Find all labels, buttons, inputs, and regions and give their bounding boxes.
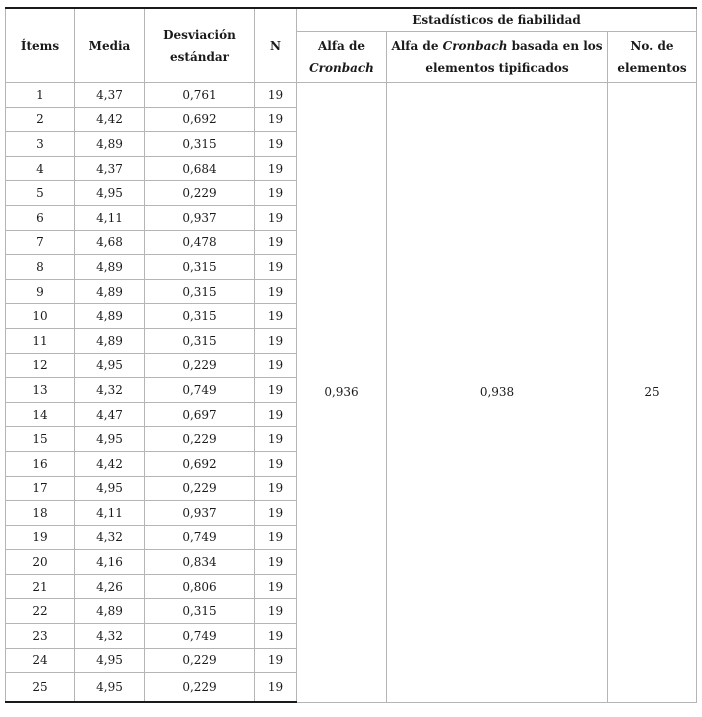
item-cell: 17 xyxy=(6,476,75,501)
desviacion-cell: 0,315 xyxy=(145,328,255,353)
desviacion-cell: 0,315 xyxy=(145,304,255,329)
desviacion-cell: 0,315 xyxy=(145,255,255,280)
n-cell: 19 xyxy=(255,132,297,157)
n-cell: 19 xyxy=(255,255,297,280)
media-cell: 4,26 xyxy=(75,574,145,599)
media-cell: 4,42 xyxy=(75,451,145,476)
item-cell: 8 xyxy=(6,255,75,280)
item-cell: 10 xyxy=(6,304,75,329)
desviacion-cell: 0,315 xyxy=(145,279,255,304)
n-cell: 19 xyxy=(255,673,297,703)
header-alfa xyxy=(297,32,387,83)
n-cell: 19 xyxy=(255,476,297,501)
media-cell: 4,42 xyxy=(75,107,145,132)
header-alfa-tip-part2: Cronbach xyxy=(442,39,508,53)
item-cell: 16 xyxy=(6,451,75,476)
desviacion-cell: 0,229 xyxy=(145,476,255,501)
desviacion-cell: 0,229 xyxy=(145,648,255,673)
header-desviacion: Desviación estándar xyxy=(145,8,255,83)
media-cell: 4,68 xyxy=(75,230,145,255)
media-cell: 4,37 xyxy=(75,156,145,181)
media-cell: 4,95 xyxy=(75,353,145,378)
desviacion-cell: 0,478 xyxy=(145,230,255,255)
desviacion-cell: 0,229 xyxy=(145,673,255,703)
desviacion-cell: 0,229 xyxy=(145,353,255,378)
media-cell: 4,95 xyxy=(75,673,145,703)
media-cell: 4,89 xyxy=(75,132,145,157)
item-cell: 7 xyxy=(6,230,75,255)
header-alfa-line1: Alfa de xyxy=(317,39,365,53)
desviacion-cell: 0,315 xyxy=(145,132,255,157)
media-cell: 4,95 xyxy=(75,476,145,501)
n-cell: 19 xyxy=(255,427,297,452)
reliability-table xyxy=(5,7,697,703)
table-header xyxy=(6,8,697,83)
media-cell: 4,32 xyxy=(75,624,145,649)
n-cell: 19 xyxy=(255,230,297,255)
item-cell: 15 xyxy=(6,427,75,452)
item-cell: 18 xyxy=(6,501,75,526)
n-cell: 19 xyxy=(255,501,297,526)
header-media: Media xyxy=(75,8,145,83)
item-cell: 13 xyxy=(6,378,75,403)
n-cell: 19 xyxy=(255,279,297,304)
n-cell: 19 xyxy=(255,451,297,476)
media-cell: 4,11 xyxy=(75,205,145,230)
n-cell: 19 xyxy=(255,574,297,599)
n-cell: 19 xyxy=(255,353,297,378)
desviacion-cell: 0,749 xyxy=(145,378,255,403)
item-cell: 21 xyxy=(6,574,75,599)
alfa-tipificados-value-cell: 0,938 xyxy=(387,83,608,703)
item-cell: 3 xyxy=(6,132,75,157)
item-cell: 6 xyxy=(6,205,75,230)
item-cell: 20 xyxy=(6,550,75,575)
media-cell: 4,95 xyxy=(75,427,145,452)
n-cell: 19 xyxy=(255,378,297,403)
header-items: Ítems xyxy=(6,8,75,83)
item-cell: 19 xyxy=(6,525,75,550)
header-n: N xyxy=(255,8,297,83)
media-cell: 4,11 xyxy=(75,501,145,526)
table-row xyxy=(6,83,697,108)
n-cell: 19 xyxy=(255,599,297,624)
n-cell: 19 xyxy=(255,624,297,649)
desviacion-cell: 0,692 xyxy=(145,107,255,132)
media-cell: 4,95 xyxy=(75,181,145,206)
table-body xyxy=(6,83,697,703)
media-cell: 4,89 xyxy=(75,255,145,280)
item-cell: 1 xyxy=(6,83,75,108)
header-alfa-tipificados xyxy=(387,32,608,83)
item-cell: 2 xyxy=(6,107,75,132)
desviacion-cell: 0,834 xyxy=(145,550,255,575)
n-cell: 19 xyxy=(255,181,297,206)
header-alfa-line2: Cronbach xyxy=(309,61,374,75)
n-cell: 19 xyxy=(255,205,297,230)
item-cell: 14 xyxy=(6,402,75,427)
desviacion-cell: 0,684 xyxy=(145,156,255,181)
header-alfa-tip-part3: basada en los elementos tipificados xyxy=(425,39,603,75)
n-cell: 19 xyxy=(255,83,297,108)
item-cell: 22 xyxy=(6,599,75,624)
n-cell: 19 xyxy=(255,107,297,132)
n-cell: 19 xyxy=(255,156,297,181)
media-cell: 4,32 xyxy=(75,378,145,403)
item-cell: 25 xyxy=(6,673,75,703)
header-n-elementos: No. de elementos xyxy=(608,32,697,83)
n-cell: 19 xyxy=(255,525,297,550)
n-cell: 19 xyxy=(255,402,297,427)
desviacion-cell: 0,229 xyxy=(145,181,255,206)
n-cell: 19 xyxy=(255,550,297,575)
media-cell: 4,89 xyxy=(75,599,145,624)
item-cell: 11 xyxy=(6,328,75,353)
desviacion-cell: 0,806 xyxy=(145,574,255,599)
header-group-fiabilidad: Estadísticos de fiabilidad xyxy=(297,8,697,32)
desviacion-cell: 0,229 xyxy=(145,427,255,452)
desviacion-cell: 0,761 xyxy=(145,83,255,108)
media-cell: 4,16 xyxy=(75,550,145,575)
desviacion-cell: 0,749 xyxy=(145,525,255,550)
media-cell: 4,89 xyxy=(75,304,145,329)
desviacion-cell: 0,697 xyxy=(145,402,255,427)
header-alfa-tip-part1: Alfa de xyxy=(391,39,439,53)
media-cell: 4,89 xyxy=(75,279,145,304)
media-cell: 4,37 xyxy=(75,83,145,108)
n-cell: 19 xyxy=(255,304,297,329)
desviacion-cell: 0,749 xyxy=(145,624,255,649)
item-cell: 24 xyxy=(6,648,75,673)
media-cell: 4,32 xyxy=(75,525,145,550)
item-cell: 4 xyxy=(6,156,75,181)
alfa-value-cell: 0,936 xyxy=(297,83,387,703)
media-cell: 4,89 xyxy=(75,328,145,353)
n-cell: 19 xyxy=(255,648,297,673)
item-cell: 12 xyxy=(6,353,75,378)
item-cell: 9 xyxy=(6,279,75,304)
item-cell: 23 xyxy=(6,624,75,649)
desviacion-cell: 0,692 xyxy=(145,451,255,476)
desviacion-cell: 0,937 xyxy=(145,205,255,230)
n-elementos-value-cell: 25 xyxy=(608,83,697,703)
desviacion-cell: 0,937 xyxy=(145,501,255,526)
media-cell: 4,95 xyxy=(75,648,145,673)
desviacion-cell: 0,315 xyxy=(145,599,255,624)
n-cell: 19 xyxy=(255,328,297,353)
media-cell: 4,47 xyxy=(75,402,145,427)
item-cell: 5 xyxy=(6,181,75,206)
